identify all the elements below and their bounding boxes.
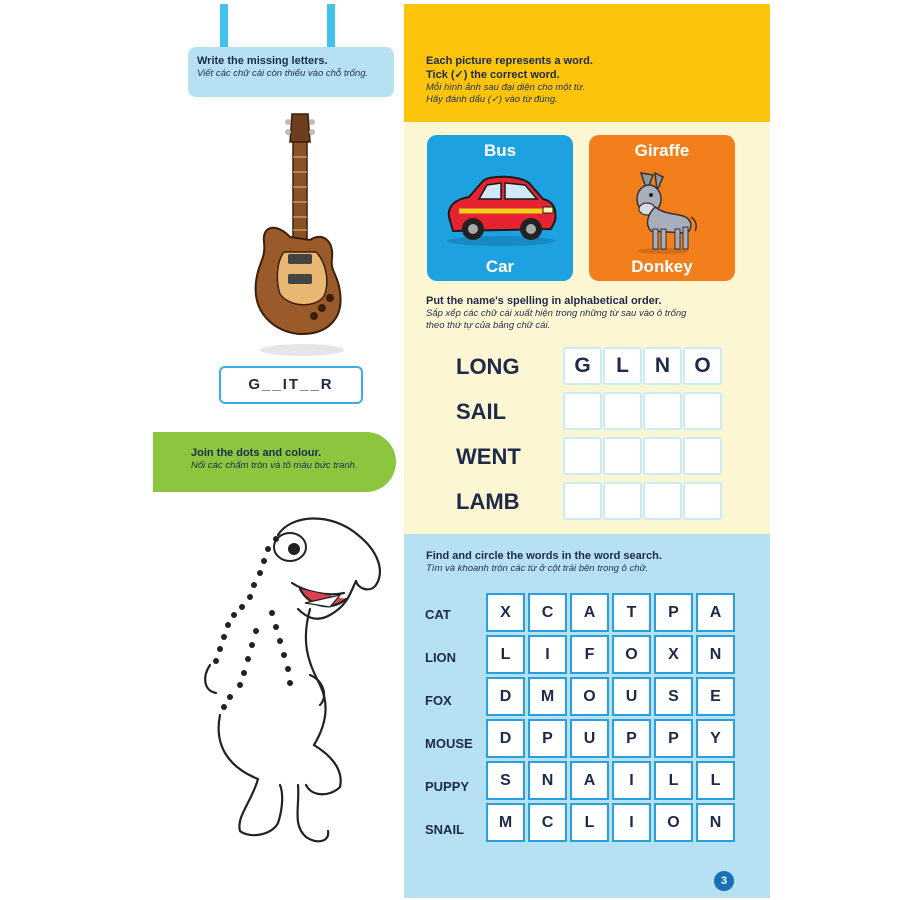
missing-letters-instruction — [188, 47, 394, 97]
wordsearch-word: LION — [425, 650, 457, 665]
alphabet-word: LONG — [456, 354, 520, 379]
tick-title-2: Tick (✓) the correct word. — [426, 69, 560, 81]
letter-row — [563, 347, 722, 385]
grid-cell[interactable]: I — [528, 635, 567, 674]
grid-cell[interactable]: S — [654, 677, 693, 716]
letter-cell[interactable] — [603, 392, 642, 430]
picture-card-car[interactable] — [427, 135, 573, 281]
grid-cell[interactable]: C — [528, 803, 567, 842]
grid-cell[interactable]: N — [528, 761, 567, 800]
grid-cell[interactable]: X — [654, 635, 693, 674]
grid-cell[interactable]: I — [612, 761, 651, 800]
card-option-top[interactable]: Giraffe — [634, 141, 690, 160]
grid-cell[interactable]: T — [612, 593, 651, 632]
join-dots-subtitle: Nối các chấm tròn và tô màu bức tranh. — [191, 460, 358, 471]
grid-cell[interactable]: A — [570, 761, 609, 800]
letter-cell[interactable] — [643, 392, 682, 430]
alphabet-title: Put the name's spelling in alphabetical order. — [426, 295, 662, 307]
letter-cell[interactable] — [603, 437, 642, 475]
letter-cell[interactable]: L — [603, 347, 642, 385]
card-strap-left — [220, 4, 228, 50]
wordsearch-word: PUPPY — [425, 779, 470, 794]
letter-cell[interactable]: G — [563, 347, 602, 385]
wordsearch-subtitle: Tìm và khoanh tròn các từ ở cột trái bên trong ô chữ. — [426, 563, 649, 574]
alphabet-subtitle-2: theo thứ tự của bảng chữ cái. — [426, 320, 551, 331]
grid-cell[interactable]: P — [528, 719, 567, 758]
letter-cell[interactable] — [563, 482, 602, 520]
letter-cell[interactable] — [603, 482, 642, 520]
page-number: 3 — [714, 871, 734, 891]
wordsearch-instruction — [426, 549, 766, 575]
grid-cell[interactable]: X — [486, 593, 525, 632]
missing-letters-subtitle: Viết các chữ cái còn thiếu vào chỗ trống. — [197, 68, 369, 79]
grid-cell[interactable]: M — [486, 803, 525, 842]
join-dots-title: Join the dots and colour. — [191, 447, 322, 459]
picture-card-donkey[interactable] — [589, 135, 735, 281]
grid-cell[interactable]: S — [486, 761, 525, 800]
missing-letters-answer[interactable]: G__IT__R — [219, 366, 363, 404]
wordsearch-grid — [486, 593, 735, 842]
alphabet-instruction — [426, 294, 766, 332]
grid-cell[interactable]: L — [486, 635, 525, 674]
join-dots-instruction — [153, 432, 396, 492]
card-option-bottom[interactable]: Donkey — [631, 257, 693, 276]
tick-subtitle-2: Hãy đánh dấu (✓) vào từ đúng. — [426, 94, 558, 105]
grid-cell[interactable]: O — [654, 803, 693, 842]
grid-cell[interactable]: D — [486, 719, 525, 758]
letter-cell[interactable] — [563, 392, 602, 430]
donkey-icon — [627, 167, 699, 255]
grid-cell[interactable]: L — [570, 803, 609, 842]
card-option-top[interactable]: Bus — [483, 141, 517, 160]
letter-cell[interactable] — [683, 392, 722, 430]
grid-cell[interactable]: C — [528, 593, 567, 632]
grid-cell[interactable]: N — [696, 635, 735, 674]
grid-cell[interactable]: L — [654, 761, 693, 800]
letter-cell[interactable] — [643, 437, 682, 475]
letter-cell[interactable] — [683, 437, 722, 475]
letter-cell[interactable] — [563, 437, 602, 475]
grid-cell[interactable]: O — [570, 677, 609, 716]
grid-cell[interactable]: P — [612, 719, 651, 758]
letter-row — [563, 392, 722, 430]
letter-row — [563, 437, 722, 475]
car-icon — [439, 171, 561, 247]
missing-letters-title: Write the missing letters. — [197, 55, 328, 67]
alphabet-subtitle-1: Sắp xếp các chữ cái xuất hiện trong những từ sau vào ô trống — [426, 308, 687, 319]
grid-cell[interactable]: E — [696, 677, 735, 716]
tick-title-1: Each picture represents a word. — [426, 55, 593, 67]
card-strap-right — [327, 4, 335, 50]
grid-cell[interactable]: F — [570, 635, 609, 674]
letter-row — [563, 482, 722, 520]
grid-cell[interactable]: A — [570, 593, 609, 632]
letter-cell[interactable]: O — [683, 347, 722, 385]
wordsearch-word: SNAIL — [425, 822, 464, 837]
card-option-bottom[interactable]: Car — [485, 257, 515, 276]
grid-cell[interactable]: U — [570, 719, 609, 758]
grid-cell[interactable]: L — [696, 761, 735, 800]
letter-cell[interactable]: N — [643, 347, 682, 385]
dinosaur-outline-icon — [180, 505, 400, 850]
grid-cell[interactable]: A — [696, 593, 735, 632]
wordsearch-word: FOX — [425, 693, 452, 708]
letter-cell[interactable] — [683, 482, 722, 520]
grid-cell[interactable]: D — [486, 677, 525, 716]
wordsearch-word: MOUSE — [425, 736, 473, 751]
alphabet-word: WENT — [456, 444, 521, 469]
letter-cell[interactable] — [643, 482, 682, 520]
alphabet-word: LAMB — [456, 489, 520, 514]
grid-cell[interactable]: Y — [696, 719, 735, 758]
wordsearch-title: Find and circle the words in the word search. — [426, 550, 662, 562]
grid-cell[interactable]: P — [654, 593, 693, 632]
tick-subtitle-1: Mỗi hình ảnh sau đại diện cho một từ. — [426, 82, 586, 93]
tick-word-header — [404, 4, 770, 122]
grid-cell[interactable]: N — [696, 803, 735, 842]
grid-cell[interactable]: M — [528, 677, 567, 716]
grid-cell[interactable]: P — [654, 719, 693, 758]
grid-cell[interactable]: I — [612, 803, 651, 842]
grid-cell[interactable]: O — [612, 635, 651, 674]
grid-cell[interactable]: U — [612, 677, 651, 716]
guitar-icon — [250, 112, 350, 362]
wordsearch-word: CAT — [425, 607, 451, 622]
alphabet-word: SAIL — [456, 399, 507, 424]
